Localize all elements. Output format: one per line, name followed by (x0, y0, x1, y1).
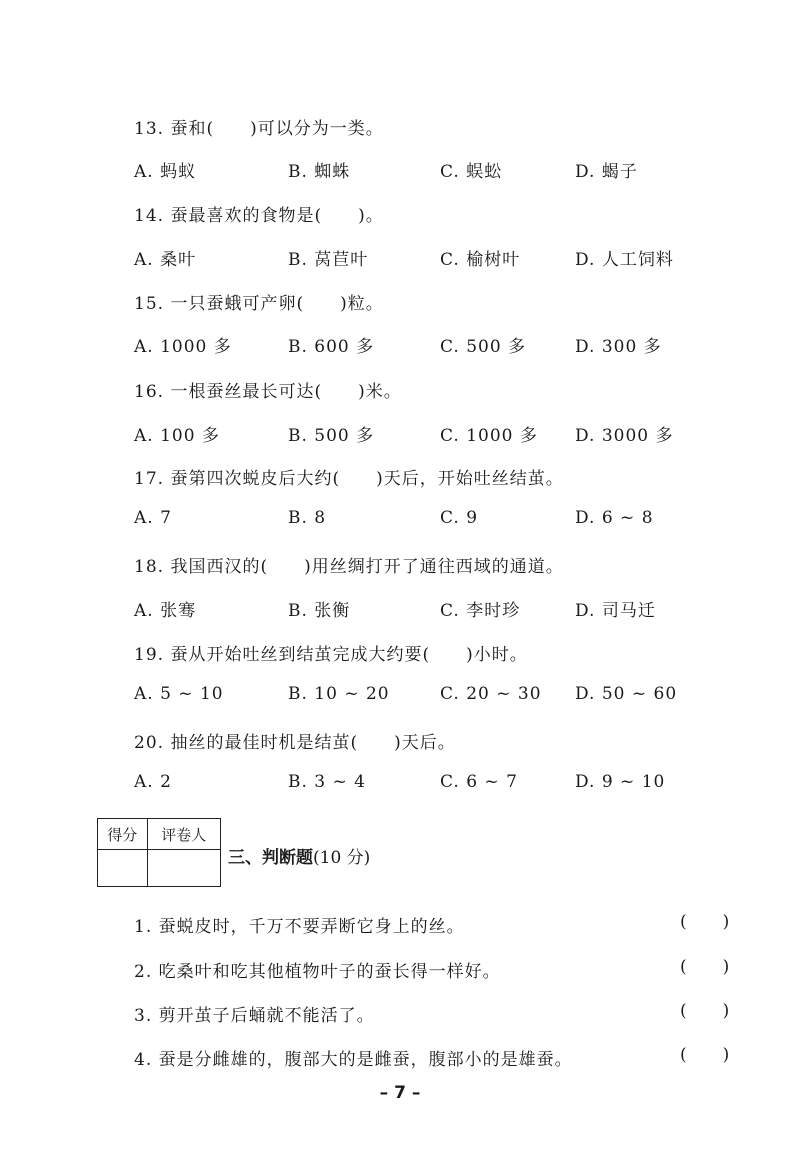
option-d: D. 50 ~ 60 (575, 684, 678, 704)
tf-item: 1. 蚕蜕皮时，千万不要弄断它身上的丝。 (134, 917, 465, 937)
tf-item: 4. 蚕是分雌雄的，腹部大的是雌蚕，腹部小的是雄蚕。 (134, 1050, 573, 1070)
question-stem: 17. 蚕第四次蜕皮后大约( )天后，开始吐丝结茧。 (134, 469, 564, 489)
section-title (228, 843, 370, 868)
option-a: A. 5 ~ 10 (134, 684, 224, 704)
grader-cell[interactable] (147, 850, 220, 887)
option-b: B. 张衡 (288, 601, 351, 621)
option-c: C. 9 (440, 508, 479, 528)
score-header: 得分 (98, 819, 148, 850)
option-d: D. 司马迁 (575, 601, 656, 621)
option-d: D. 9 ~ 10 (575, 772, 666, 792)
option-b: B. 莴苣叶 (288, 250, 369, 270)
option-d: D. 蝎子 (575, 162, 638, 182)
option-b: B. 10 ~ 20 (288, 684, 390, 704)
answer-blank[interactable]: () (680, 912, 766, 932)
option-d: D. 3000 多 (575, 426, 674, 446)
option-c: C. 榆树叶 (440, 250, 521, 270)
option-b: B. 8 (288, 508, 327, 528)
tf-item: 2. 吃桑叶和吃其他植物叶子的蚕长得一样好。 (134, 962, 501, 982)
option-c: C. 20 ~ 30 (440, 684, 542, 704)
option-a: A. 张骞 (134, 601, 197, 621)
question-stem: 14. 蚕最喜欢的食物是( )。 (134, 206, 384, 226)
option-b: B. 600 多 (288, 337, 375, 357)
option-c: C. 蜈蚣 (440, 162, 503, 182)
option-a: A. 桑叶 (134, 250, 197, 270)
option-b: B. 蜘蛛 (288, 162, 351, 182)
option-a: A. 2 (134, 772, 172, 792)
option-b: B. 500 多 (288, 426, 375, 446)
option-d: D. 人工饲料 (575, 250, 674, 270)
option-c: C. 1000 多 (440, 426, 538, 446)
option-d: D. 6 ~ 8 (575, 508, 654, 528)
score-cell[interactable] (98, 850, 148, 887)
option-d: D. 300 多 (575, 337, 662, 357)
option-a: A. 100 多 (134, 426, 220, 446)
score-box (97, 818, 221, 887)
question-stem: 20. 抽丝的最佳时机是结茧( )天后。 (134, 733, 456, 753)
answer-blank[interactable]: () (680, 1045, 766, 1065)
option-c: C. 李时珍 (440, 601, 521, 621)
option-a: A. 1000 多 (134, 337, 232, 357)
option-a: A. 蚂蚁 (134, 162, 197, 182)
grader-header: 评卷人 (147, 819, 220, 850)
tf-item: 3. 剪开茧子后蛹就不能活了。 (134, 1006, 375, 1026)
section-points: (10 分) (313, 848, 371, 868)
section-title-text: 三、判断题 (228, 848, 313, 868)
answer-blank[interactable]: () (680, 957, 766, 977)
question-stem: 15. 一只蚕蛾可产卵( )粒。 (134, 294, 384, 314)
question-stem: 19. 蚕从开始吐丝到结茧完成大约要( )小时。 (134, 645, 528, 665)
question-stem: 13. 蚕和( )可以分为一类。 (134, 119, 384, 139)
option-c: C. 500 多 (440, 337, 527, 357)
page-number: – 7 – (379, 1083, 421, 1103)
option-a: A. 7 (134, 508, 172, 528)
answer-blank[interactable]: () (680, 1001, 766, 1021)
question-stem: 16. 一根蚕丝最长可达( )米。 (134, 382, 402, 402)
option-c: C. 6 ~ 7 (440, 772, 518, 792)
option-b: B. 3 ~ 4 (288, 772, 366, 792)
question-stem: 18. 我国西汉的( )用丝绸打开了通往西域的通道。 (134, 557, 564, 577)
